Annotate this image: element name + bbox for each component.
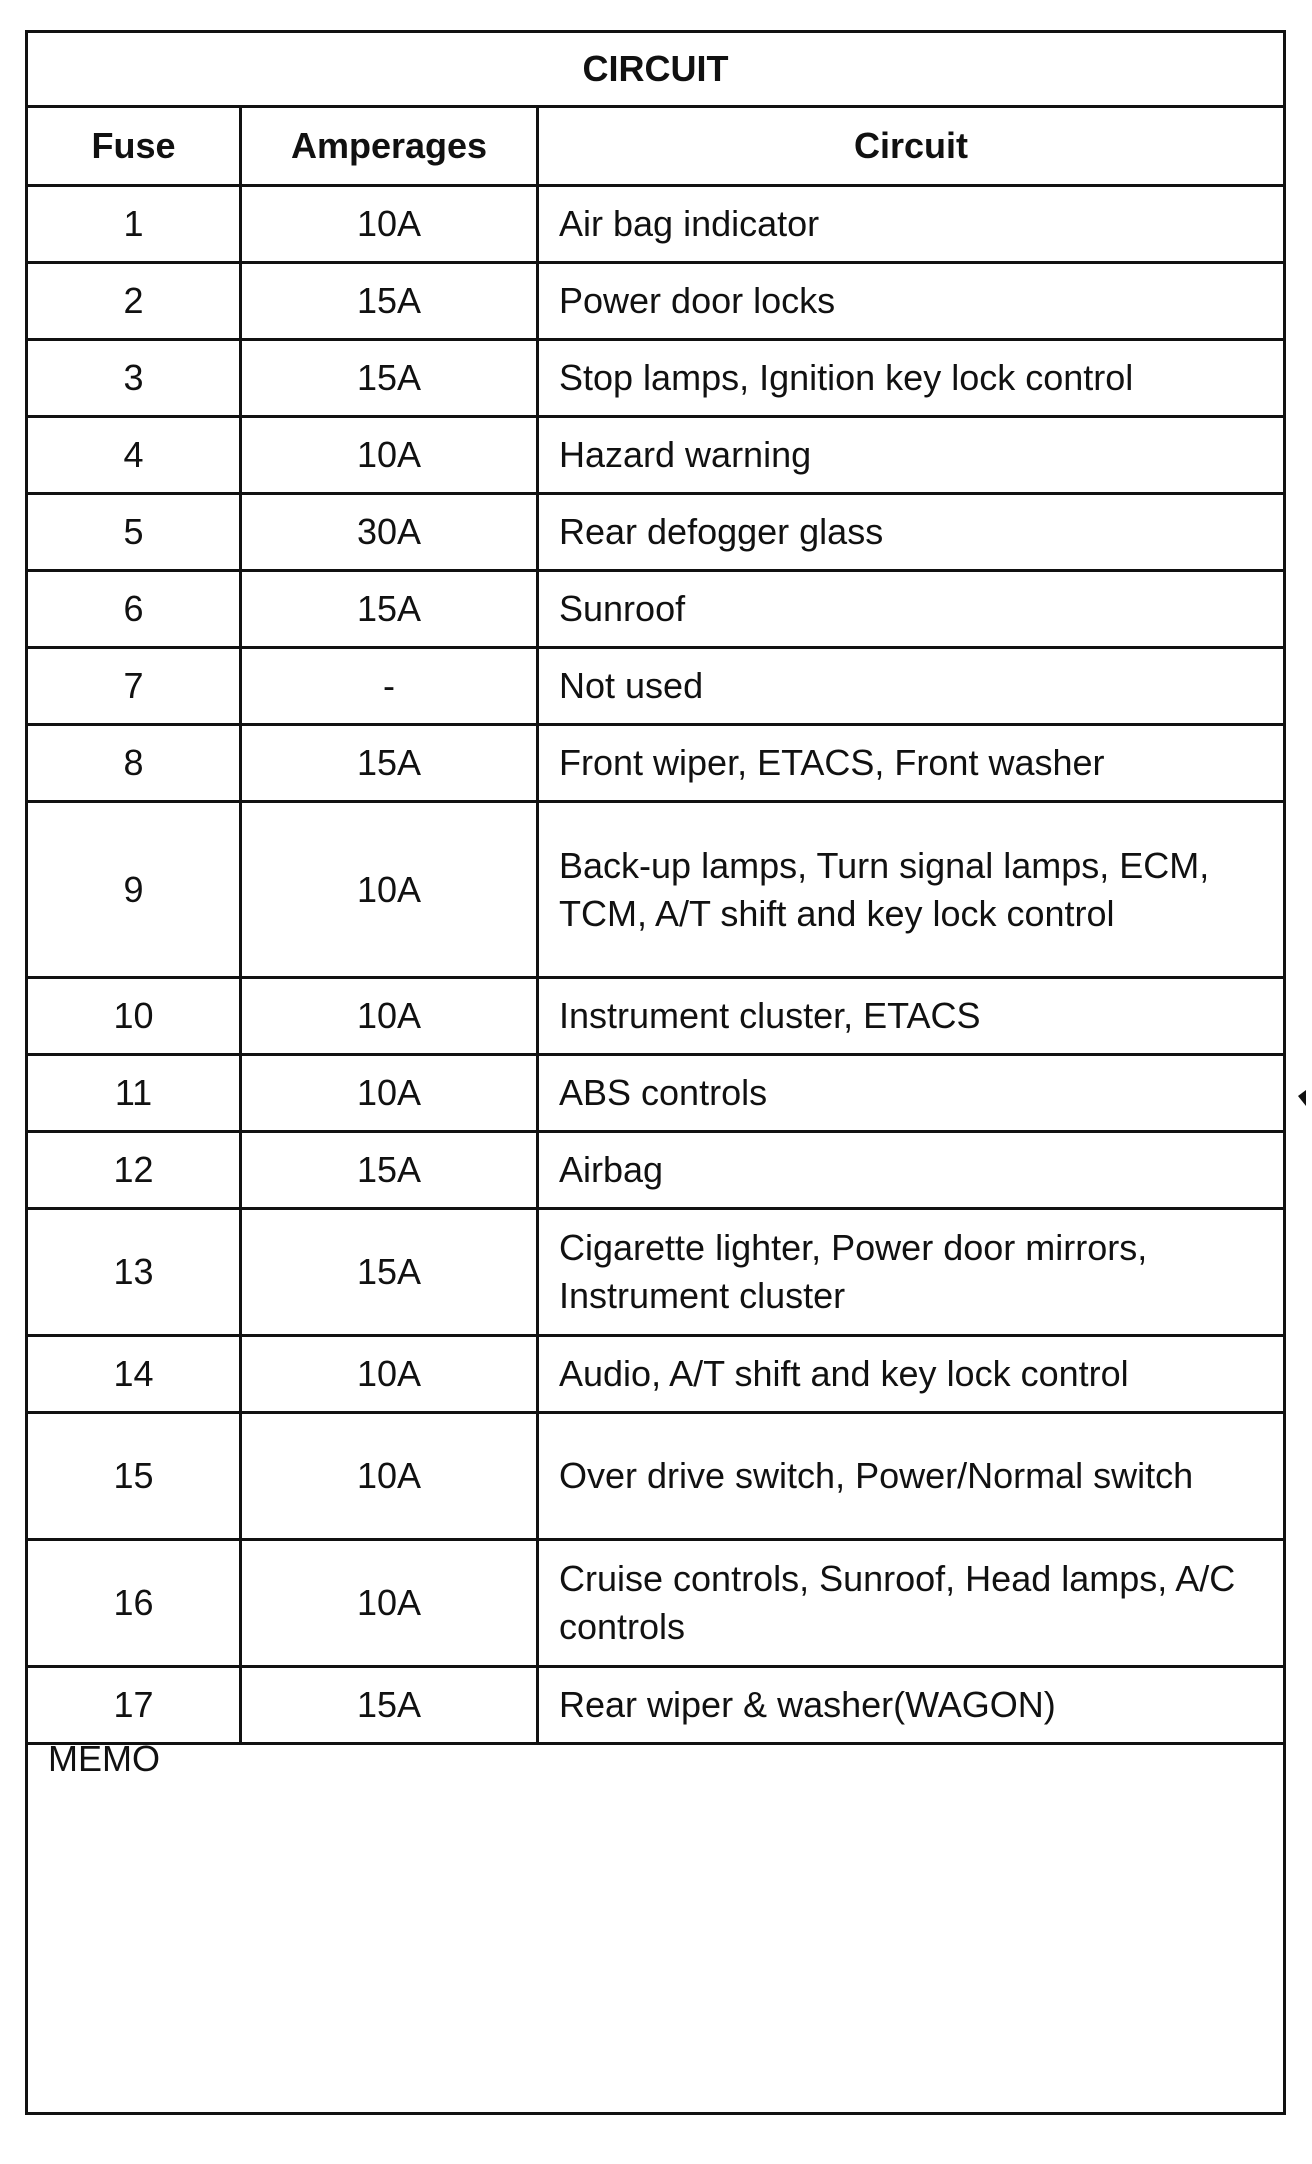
amperage: 10A	[241, 1336, 538, 1413]
table-row	[27, 1336, 1285, 1413]
circuit-description: Not used	[538, 648, 1285, 725]
fuse-number: 8	[27, 725, 241, 802]
column-header-circuit: Circuit	[538, 107, 1285, 186]
fuse-number: 3	[27, 340, 241, 417]
circuit-description: Over drive switch, Power/Normal switch	[538, 1413, 1285, 1540]
fuse-number: 15	[27, 1413, 241, 1540]
amperage: 15A	[241, 1132, 538, 1209]
fuse-number: 12	[27, 1132, 241, 1209]
table-row	[27, 1132, 1285, 1209]
circuit-description: Front wiper, ETACS, Front washer	[538, 725, 1285, 802]
fuse-table	[25, 30, 1286, 1745]
circuit-description: Rear defogger glass	[538, 494, 1285, 571]
table-row	[27, 1209, 1285, 1336]
amperage: 15A	[241, 263, 538, 340]
column-header-fuse: Fuse	[27, 107, 241, 186]
fuse-number: 14	[27, 1336, 241, 1413]
fuse-number: 6	[27, 571, 241, 648]
table-row	[27, 571, 1285, 648]
table-row	[27, 417, 1285, 494]
fuse-table-container	[25, 30, 1286, 1745]
fuse-number: 7	[27, 648, 241, 725]
fuse-number: 10	[27, 978, 241, 1055]
memo-label: MEMO	[48, 1738, 160, 1779]
amperage: 15A	[241, 1209, 538, 1336]
amperage: 15A	[241, 571, 538, 648]
table-row	[27, 186, 1285, 263]
table-row	[27, 725, 1285, 802]
circuit-description: ABS controls	[538, 1055, 1285, 1132]
circuit-description: Sunroof	[538, 571, 1285, 648]
amperage: 10A	[241, 1540, 538, 1667]
fuse-number: 5	[27, 494, 241, 571]
circuit-description: Hazard warning	[538, 417, 1285, 494]
circuit-description: Audio, A/T shift and key lock control	[538, 1336, 1285, 1413]
table-row	[27, 648, 1285, 725]
amperage: 10A	[241, 186, 538, 263]
circuit-description: Back-up lamps, Turn signal lamps, ECM, TCM, A/T shift and key lock control	[538, 802, 1285, 978]
table-row	[27, 1413, 1285, 1540]
amperage: 10A	[241, 417, 538, 494]
edge-mark	[1298, 1090, 1306, 1106]
table-row	[27, 1540, 1285, 1667]
amperage: 30A	[241, 494, 538, 571]
circuit-description: Power door locks	[538, 263, 1285, 340]
table-row	[27, 494, 1285, 571]
fuse-number: 9	[27, 802, 241, 978]
circuit-description: Cigarette lighter, Power door mirrors, Instrument cluster	[538, 1209, 1285, 1336]
circuit-description: Rear wiper & washer(WAGON)	[538, 1667, 1285, 1744]
amperage: 10A	[241, 802, 538, 978]
fuse-number: 17	[27, 1667, 241, 1744]
table-row	[27, 1055, 1285, 1132]
table-row	[27, 802, 1285, 978]
amperage: 10A	[241, 1413, 538, 1540]
amperage: 15A	[241, 340, 538, 417]
fuse-number: 2	[27, 263, 241, 340]
circuit-description: Air bag indicator	[538, 186, 1285, 263]
fuse-number: 16	[27, 1540, 241, 1667]
amperage: 15A	[241, 1667, 538, 1744]
circuit-description: Cruise controls, Sunroof, Head lamps, A/C controls	[538, 1540, 1285, 1667]
fuse-number: 13	[27, 1209, 241, 1336]
amperage: 10A	[241, 978, 538, 1055]
fuse-number: 11	[27, 1055, 241, 1132]
circuit-description: Instrument cluster, ETACS	[538, 978, 1285, 1055]
fuse-number: 4	[27, 417, 241, 494]
memo-box	[25, 1720, 1286, 2115]
table-row	[27, 340, 1285, 417]
circuit-description: Airbag	[538, 1132, 1285, 1209]
table-row	[27, 978, 1285, 1055]
table-title: CIRCUIT	[27, 32, 1285, 107]
table-row	[27, 263, 1285, 340]
amperage: 10A	[241, 1055, 538, 1132]
amperage: -	[241, 648, 538, 725]
amperage: 15A	[241, 725, 538, 802]
fuse-number: 1	[27, 186, 241, 263]
column-header-amperages: Amperages	[241, 107, 538, 186]
circuit-description: Stop lamps, Ignition key lock control	[538, 340, 1285, 417]
